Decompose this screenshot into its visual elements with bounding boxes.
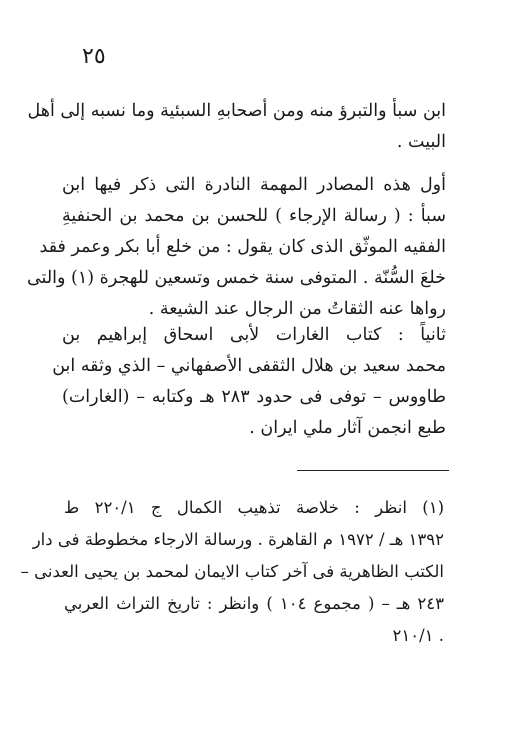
footnote	[20, 492, 444, 652]
text-line: البيت .	[396, 132, 446, 152]
text-line: ابن سبأ والتبرؤ منه ومن أصحابهِ السبئية وما نسبه إلى أهل	[27, 101, 446, 121]
footnote-line: . ٢١٠/١	[392, 626, 444, 645]
text-line: طبع انجمن آثار ملي ايران .	[249, 418, 446, 438]
paragraph-2	[26, 170, 446, 325]
page-number: ٢٥	[82, 44, 106, 69]
paragraph-1	[27, 96, 446, 158]
paragraph-3	[52, 320, 446, 444]
text-line: الفقيه الموثّق الذى كان يقول : من خلع أبا بكر وعمر فقد	[39, 237, 446, 257]
footnote-line: ١٣٩٢ هـ / ١٩٧٢ م القاهرة . ورسالة الارجاء مخطوطة فى دار	[32, 530, 444, 549]
footnote-line: (١) انظر : خلاصة تذهيب الكمال ج ٢٢٠/١ ط	[64, 498, 444, 517]
text-line: سبأ : ( رسالة الإرجاء ) للحسن بن محمد بن الحنفيةِ	[62, 206, 446, 226]
footnote-separator	[297, 470, 449, 471]
text-line: محمد سعيد بن هلال الثقفى الأصفهاني – الذي وثقه ابن	[52, 356, 446, 376]
text-line: رواها عنه الثقاتُ من الرجال عند الشيعة .	[148, 299, 446, 319]
text-line: أول هذه المصادر المهمة النادرة التى ذكر فيها ابن	[62, 175, 446, 195]
text-line: طاووس – توفى فى حدود ٢٨٣ هـ وكتابه – (الغارات)	[62, 387, 446, 407]
text-line: ثانياً : كتاب الغارات لأبى اسحاق إبراهيم بن	[62, 325, 446, 345]
text-line: خلعَ السُّنّة . المتوفى سنة خمس وتسعين للهجرة (١) والتى	[26, 268, 446, 288]
footnote-line: ٢٤٣ هـ – ( مجموع ١٠٤ ) وانظر : تاريخ التراث العربي	[64, 594, 444, 613]
footnote-line: الكتب الظاهرية فى آخر كتاب الايمان لمحمد بن يحيى العدنى –	[20, 562, 444, 581]
